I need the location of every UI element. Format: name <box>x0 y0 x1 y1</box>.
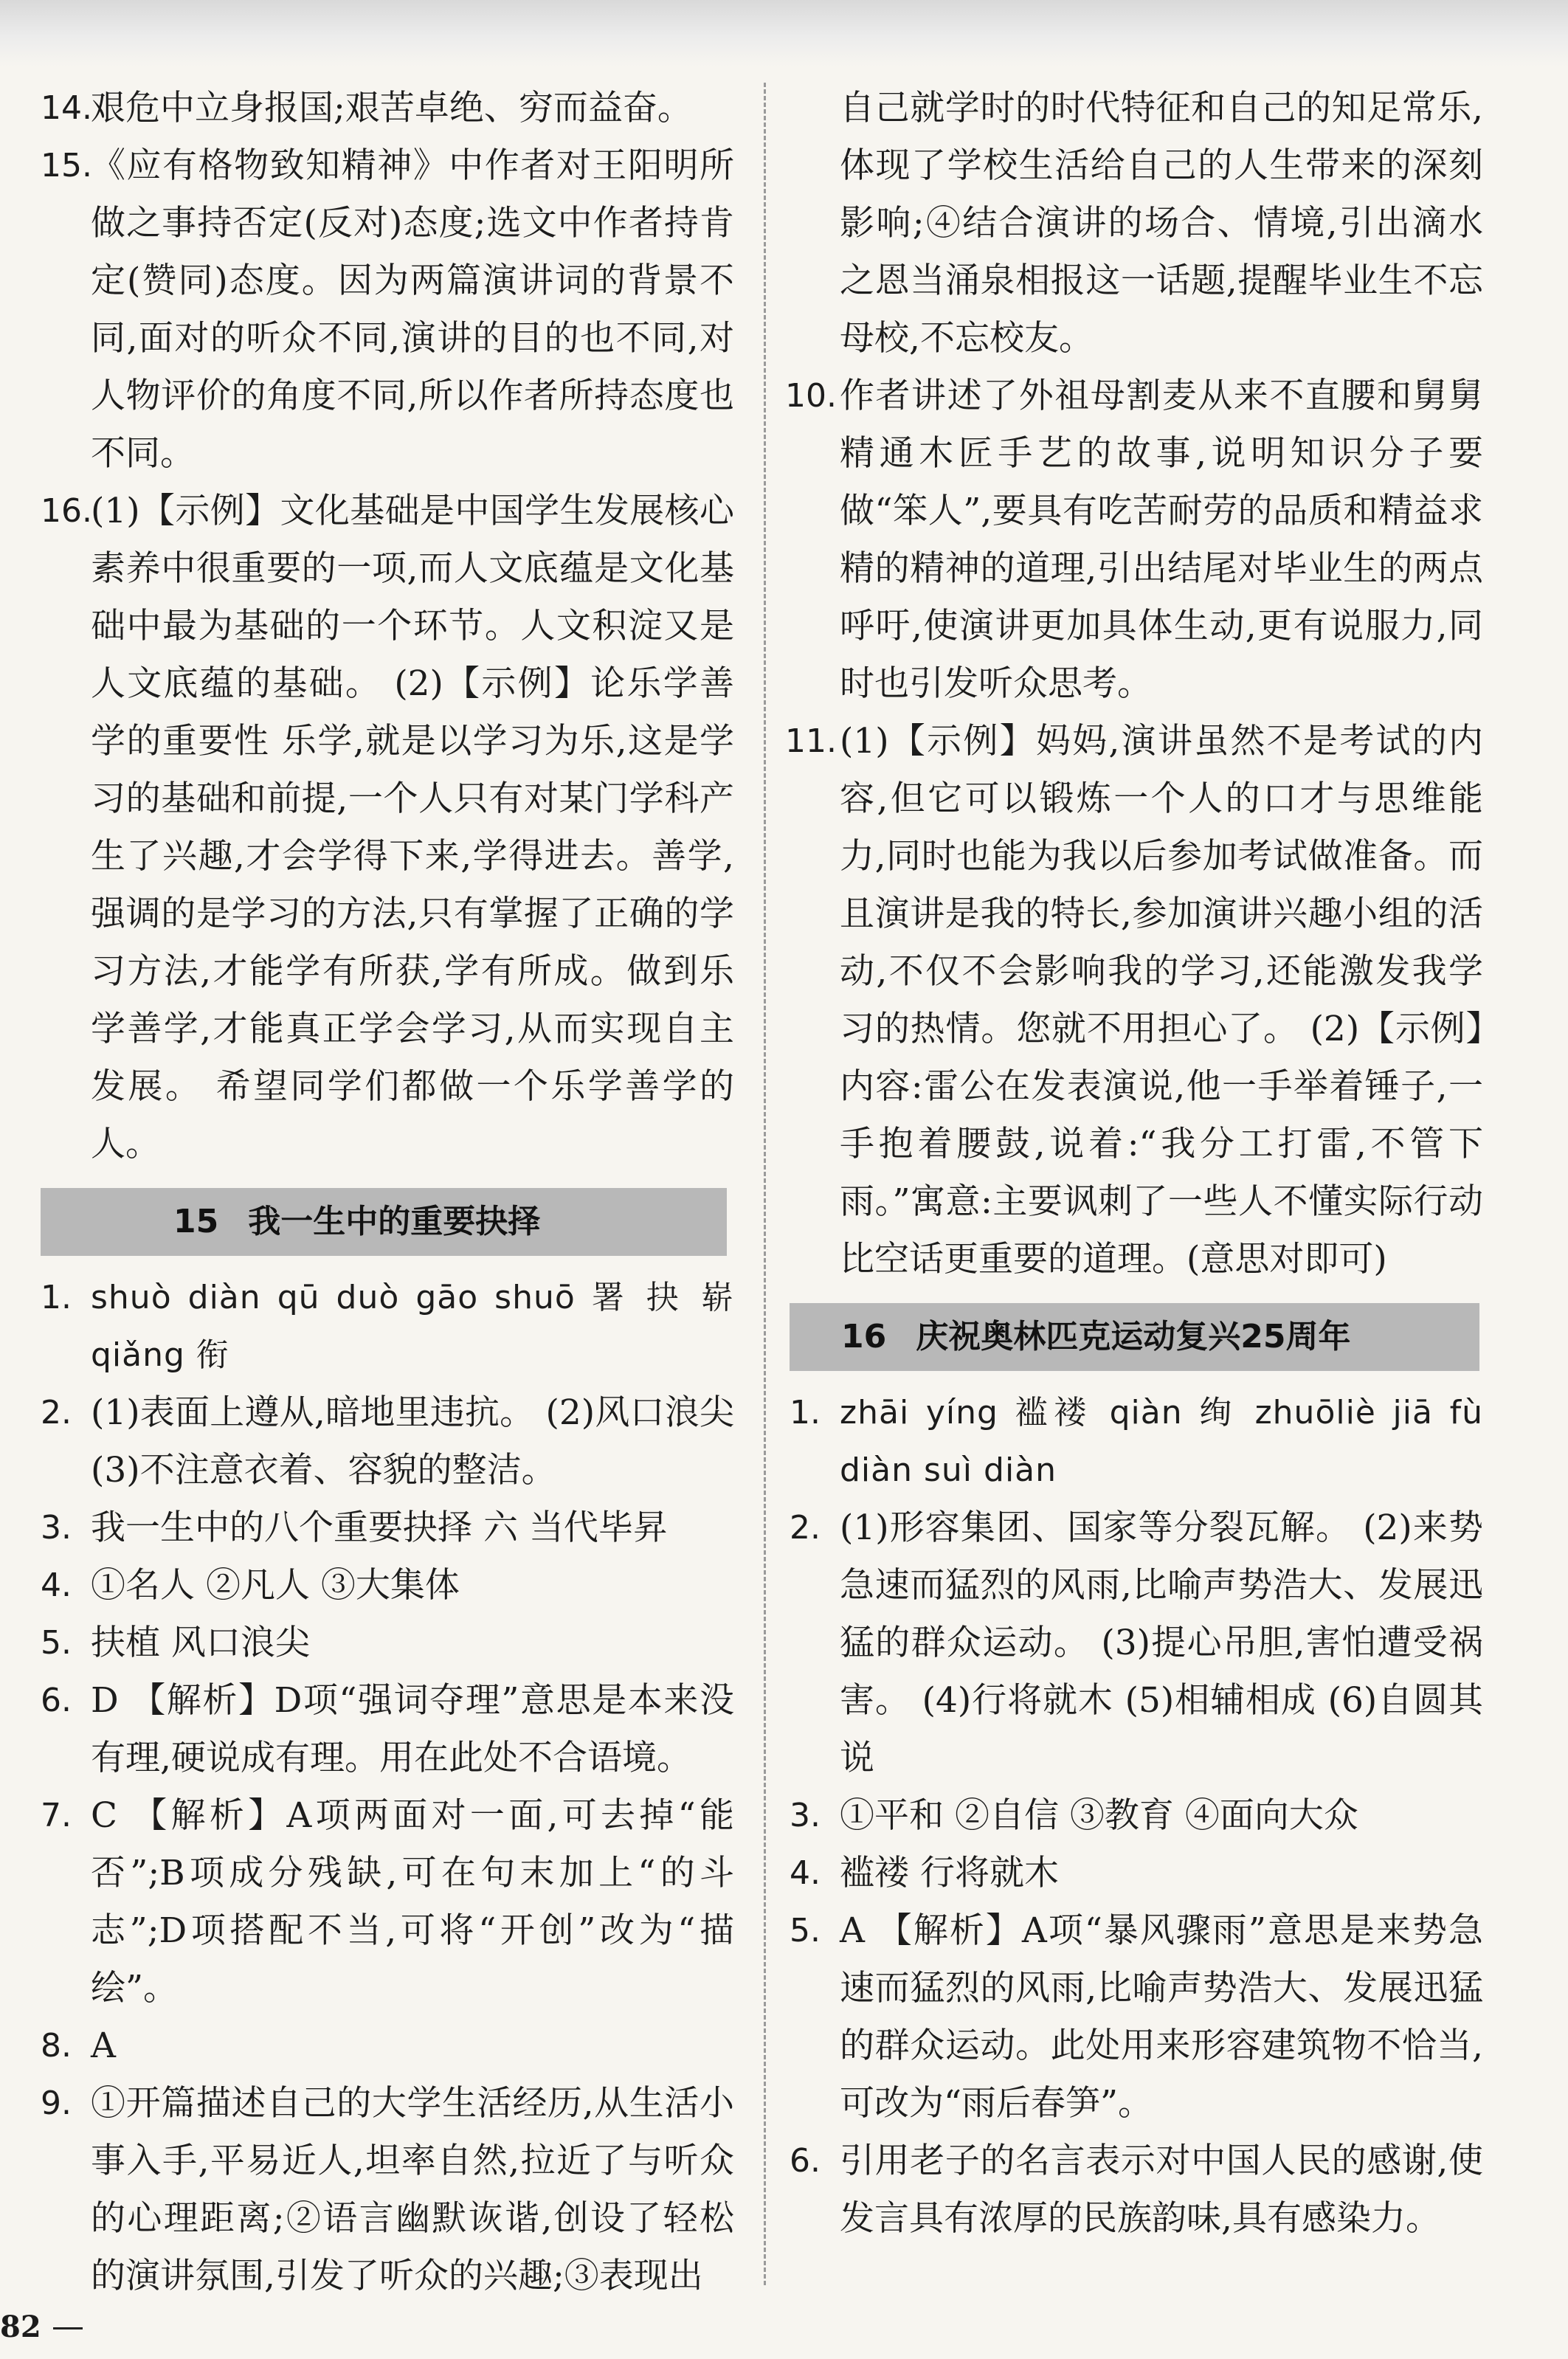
answer-number: 3. <box>790 1797 821 1834</box>
answer-text: (1)表面上遵从,暗地里违抗。 (2)风口浪尖 (3)不注意衣着、容貌的整洁。 <box>91 1392 734 1491</box>
answer-text: ①平和 ②自信 ③教育 ④面向大众 <box>840 1795 1358 1836</box>
answer-text: 我一生中的八个重要抉择 六 当代毕昇 <box>91 1507 668 1548</box>
answer-number: 5. <box>41 1624 72 1662</box>
s15-answer-9 <box>41 2075 734 2305</box>
section-number: 15 <box>173 1203 219 1240</box>
s15-answer-6 <box>41 1672 734 1787</box>
s15-answer-11 <box>785 713 1483 1288</box>
answer-text: ①名人 ②凡人 ③大集体 <box>91 1565 460 1606</box>
section-header-16 <box>790 1303 1479 1371</box>
answer-number: 1. <box>41 1279 72 1316</box>
answer-number: 9. <box>41 2085 72 2122</box>
answer-number: 6. <box>41 1682 72 1719</box>
answer-number: 11. <box>785 722 837 760</box>
answer-number: 7. <box>41 1797 72 1834</box>
answer-number: 16. <box>41 492 92 530</box>
answer-number: 10. <box>785 377 837 415</box>
answer-number: 3. <box>41 1509 72 1547</box>
s16-answer-5 <box>790 1902 1483 2132</box>
answer-number: 8. <box>41 2027 72 2065</box>
answer-text: 艰危中立身报国;艰苦卓绝、穷而益奋。 <box>91 88 692 128</box>
answer-text: 褴褛 行将就木 <box>840 1853 1059 1893</box>
answer-text: A 【解析】A项“暴风骤雨”意思是来势急速而猛烈的风雨,比喻声势浩大、发展迅猛的群众运动。此处用来形容建筑物不恰当,可改为“雨后春笋”。 <box>840 1910 1483 2124</box>
answer-text: shuò diàn qū duò gāo shuō 署 抉 崭 qiǎng 衔 <box>91 1279 734 1374</box>
answer-number: 4. <box>790 1854 821 1892</box>
answer-text: ①开篇描述自己的大学生活经历,从生活小事入手,平易近人,坦率自然,拉近了与听众的心理距离;②语言幽默诙谐,创设了轻松的演讲氛围,引发了听众的兴趣;③表现出 <box>91 2083 734 2296</box>
answer-text: 自己就学时的时代特征和自己的知足常乐,体现了学校生活给自己的人生带来的深刻影响;④结合演讲的场合、情境,引出滴水之恩当涌泉相报这一话题,提醒毕业生不忘母校,不忘校友。 <box>840 88 1483 359</box>
answer-text: (1)【示例】妈妈,演讲虽然不是考试的内容,但它可以锻炼一个人的口才与思维能力,同时也能为我以后参加考试做准备。而且演讲是我的特长,参加演讲兴趣小组的活动,不仅不会影响我的学习,还能激发我学习的热情。您就不用担心了。 (2)【示例】内容:雷公在发表演说,他一手举着锤子,一手抱着腰鼓,说着:“我分工打雷,不管下雨。”寓意:主要讽刺了一些人不懂实际行动比空话更重要的道理。(意思对即可) <box>840 721 1483 1279</box>
section-header-15 <box>41 1188 727 1256</box>
answer-text: zhāi yíng 褴褛 qiàn 绚 zhuōliè jiā fù diàn suì diàn <box>840 1394 1483 1489</box>
answer-text: 扶植 风口浪尖 <box>91 1623 310 1663</box>
s15-answer-3 <box>41 1499 734 1557</box>
right-column <box>785 80 1483 2248</box>
s15-answer-1 <box>41 1269 734 1384</box>
s15-answer-5 <box>41 1614 734 1672</box>
s15-answer-10 <box>785 367 1483 713</box>
section-title: 我一生中的重要抉择 <box>248 1203 541 1240</box>
s16-answer-4 <box>790 1845 1483 1902</box>
answer-text: A <box>91 2025 116 2066</box>
s15-answer-8 <box>41 2017 734 2075</box>
answer-text: D 【解析】D项“强词夺理”意思是本来没有理,硬说成有理。用在此处不合语境。 <box>91 1680 734 1778</box>
s16-answer-2 <box>790 1499 1483 1787</box>
s15-answer-4 <box>41 1557 734 1614</box>
section-title: 庆祝奥林匹克运动复兴25周年 <box>916 1318 1351 1355</box>
section-number: 16 <box>841 1318 887 1355</box>
answer-number: 6. <box>790 2142 821 2180</box>
page-number: 82 <box>0 2310 41 2344</box>
answer-number: 15. <box>41 147 92 184</box>
answer-16 <box>41 483 734 1173</box>
s15-answer-9-continued <box>790 80 1483 367</box>
s16-answer-1 <box>790 1384 1483 1499</box>
s15-answer-7 <box>41 1787 734 2017</box>
top-scan-band <box>0 0 1568 66</box>
answer-14 <box>41 80 734 137</box>
answer-number: 4. <box>41 1567 72 1604</box>
s16-answer-3 <box>790 1787 1483 1845</box>
answer-text: 引用老子的名言表示对中国人民的感谢,使发言具有浓厚的民族韵味,具有感染力。 <box>840 2141 1483 2239</box>
answer-text: 作者讲述了外祖母割麦从来不直腰和舅舅精通木匠手艺的故事,说明知识分子要做“笨人”,要具有吃苦耐劳的品质和精益求精的精神的道理,引出结尾对毕业生的两点呼吁,使演讲更加具体生动,更有说服力,同时也引发听众思考。 <box>840 376 1483 704</box>
answer-number: 1. <box>790 1394 821 1431</box>
column-divider <box>764 83 766 2285</box>
answer-number: 5. <box>790 1912 821 1949</box>
answer-text: C 【解析】A项两面对一面,可去掉“能否”;B项成分残缺,可在句末加上“的斗志”;D项搭配不当,可将“开创”改为“描绘”。 <box>91 1795 734 2009</box>
answer-text: 《应有格物致知精神》中作者对王阳明所做之事持否定(反对)态度;选文中作者持肯定(赞同)态度。因为两篇演讲词的背景不同,面对的听众不同,演讲的目的也不同,对人物评价的角度不同,所以作者所持态度也不同。 <box>91 145 734 474</box>
answer-text: (1)【示例】文化基础是中国学生发展核心素养中很重要的一项,而人文底蕴是文化基础中最为基础的一个环节。人文积淀又是人文底蕴的基础。 (2)【示例】论乐学善学的重要性 乐学,就是以学习为乐,这是学习的基础和前提,一个人只有对某门学科产生了兴趣,才会学得下来,学得进去。善学,强调的是学习的方法,只有掌握了正确的学习方法,才能学有所获,学有所成。做到乐学善学,才能真正学会学习,从而实现自主发展。 希望同学们都做一个乐学善学的人。 <box>91 491 734 1164</box>
answer-text: (1)形容集团、国家等分裂瓦解。 (2)来势急速而猛烈的风雨,比喻声势浩大、发展迅猛的群众运动。 (3)提心吊胆,害怕遭受祸害。 (4)行将就木 (5)相辅相成 (6)自圆其说 <box>840 1507 1483 1778</box>
left-column <box>41 80 734 2305</box>
s15-answer-2 <box>41 1384 734 1499</box>
answer-number: 2. <box>41 1394 72 1431</box>
answer-number: 2. <box>790 1509 821 1547</box>
answer-15 <box>41 137 734 483</box>
answer-number: 14. <box>41 89 92 127</box>
page-number-dash <box>53 2327 83 2329</box>
s16-answer-6 <box>790 2132 1483 2248</box>
